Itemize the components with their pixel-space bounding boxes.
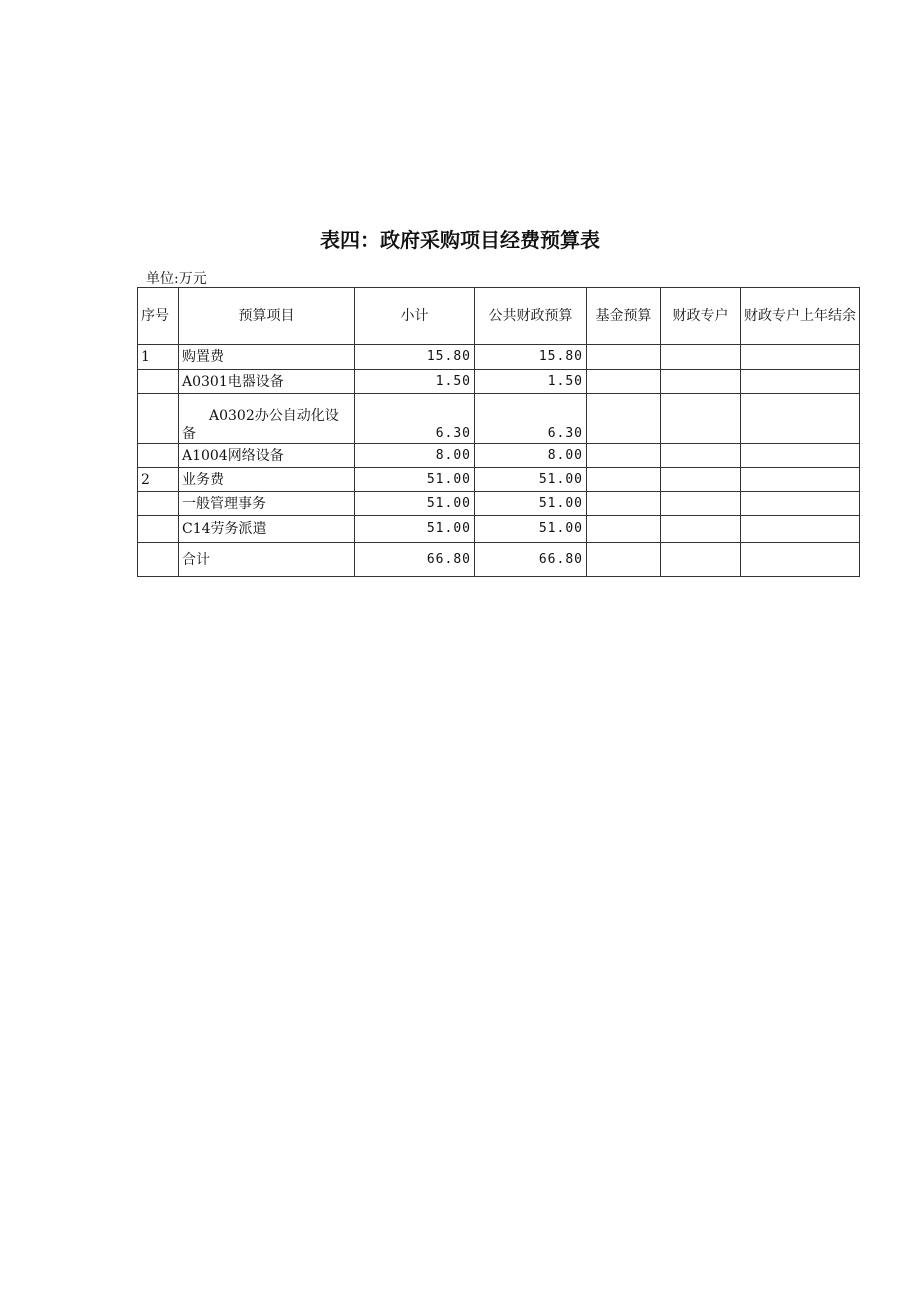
table-row bbox=[138, 468, 860, 492]
row-special-account bbox=[661, 516, 741, 543]
header-fund-budget: 基金预算 bbox=[587, 288, 661, 345]
row-special-account bbox=[661, 543, 741, 577]
row-fund-budget bbox=[587, 492, 661, 516]
row-carryover bbox=[741, 516, 860, 543]
header-subtotal: 小计 bbox=[355, 288, 475, 345]
row-item: A1004网络设备 bbox=[179, 444, 355, 468]
table-row bbox=[138, 444, 860, 468]
header-seq: 序号 bbox=[138, 288, 179, 345]
row-item: C14劳务派遣 bbox=[179, 516, 355, 543]
row-item bbox=[179, 394, 355, 444]
row-fund-budget bbox=[587, 370, 661, 394]
table-row bbox=[138, 394, 860, 444]
header-special-account-carryover: 财政专户上年结余 bbox=[741, 288, 860, 345]
row-carryover bbox=[741, 345, 860, 370]
row-item: A0301电器设备 bbox=[179, 370, 355, 394]
row-seq bbox=[138, 516, 179, 543]
row-fund-budget bbox=[587, 543, 661, 577]
row-carryover bbox=[741, 492, 860, 516]
row-public-budget: 51.00 bbox=[475, 492, 587, 516]
row-item-line1: A0302办公自动化设 bbox=[209, 408, 339, 424]
row-fund-budget bbox=[587, 394, 661, 444]
row-seq bbox=[138, 370, 179, 394]
row-public-budget: 1.50 bbox=[475, 370, 587, 394]
row-special-account bbox=[661, 370, 741, 394]
row-subtotal: 6.30 bbox=[355, 394, 475, 444]
row-public-budget: 6.30 bbox=[475, 394, 587, 444]
row-item-line2: 备 bbox=[182, 426, 196, 442]
row-carryover bbox=[741, 543, 860, 577]
row-public-budget: 51.00 bbox=[475, 516, 587, 543]
row-seq: 1 bbox=[138, 345, 179, 370]
row-special-account bbox=[661, 345, 741, 370]
row-public-budget: 8.00 bbox=[475, 444, 587, 468]
row-subtotal: 51.00 bbox=[355, 468, 475, 492]
row-item: 合计 bbox=[179, 543, 355, 577]
row-special-account bbox=[661, 444, 741, 468]
row-fund-budget bbox=[587, 444, 661, 468]
row-item: 购置费 bbox=[179, 345, 355, 370]
row-subtotal: 15.80 bbox=[355, 345, 475, 370]
row-subtotal: 1.50 bbox=[355, 370, 475, 394]
row-subtotal: 51.00 bbox=[355, 492, 475, 516]
row-subtotal: 66.80 bbox=[355, 543, 475, 577]
table-row bbox=[138, 345, 860, 370]
row-seq bbox=[138, 543, 179, 577]
row-item: 业务费 bbox=[179, 468, 355, 492]
row-public-budget: 66.80 bbox=[475, 543, 587, 577]
row-seq bbox=[138, 492, 179, 516]
page-title: 表四：政府采购项目经费预算表 bbox=[320, 228, 600, 252]
unit-label: 单位:万元 bbox=[146, 271, 207, 287]
row-fund-budget bbox=[587, 516, 661, 543]
header-item: 预算项目 bbox=[179, 288, 355, 345]
row-seq: 2 bbox=[138, 468, 179, 492]
row-item: 一般管理事务 bbox=[179, 492, 355, 516]
row-fund-budget bbox=[587, 345, 661, 370]
header-public-budget: 公共财政预算 bbox=[475, 288, 587, 345]
row-carryover bbox=[741, 444, 860, 468]
row-special-account bbox=[661, 492, 741, 516]
row-seq bbox=[138, 444, 179, 468]
row-carryover bbox=[741, 394, 860, 444]
row-carryover bbox=[741, 468, 860, 492]
row-special-account bbox=[661, 394, 741, 444]
header-special-account: 财政专户 bbox=[661, 288, 741, 345]
table-row bbox=[138, 516, 860, 543]
table-header-row bbox=[138, 288, 860, 345]
row-subtotal: 8.00 bbox=[355, 444, 475, 468]
table-total-row bbox=[138, 543, 860, 577]
budget-table bbox=[137, 287, 860, 577]
row-public-budget: 51.00 bbox=[475, 468, 587, 492]
table-row bbox=[138, 492, 860, 516]
row-seq bbox=[138, 394, 179, 444]
row-special-account bbox=[661, 468, 741, 492]
row-carryover bbox=[741, 370, 860, 394]
row-subtotal: 51.00 bbox=[355, 516, 475, 543]
row-public-budget: 15.80 bbox=[475, 345, 587, 370]
table-row bbox=[138, 370, 860, 394]
row-fund-budget bbox=[587, 468, 661, 492]
